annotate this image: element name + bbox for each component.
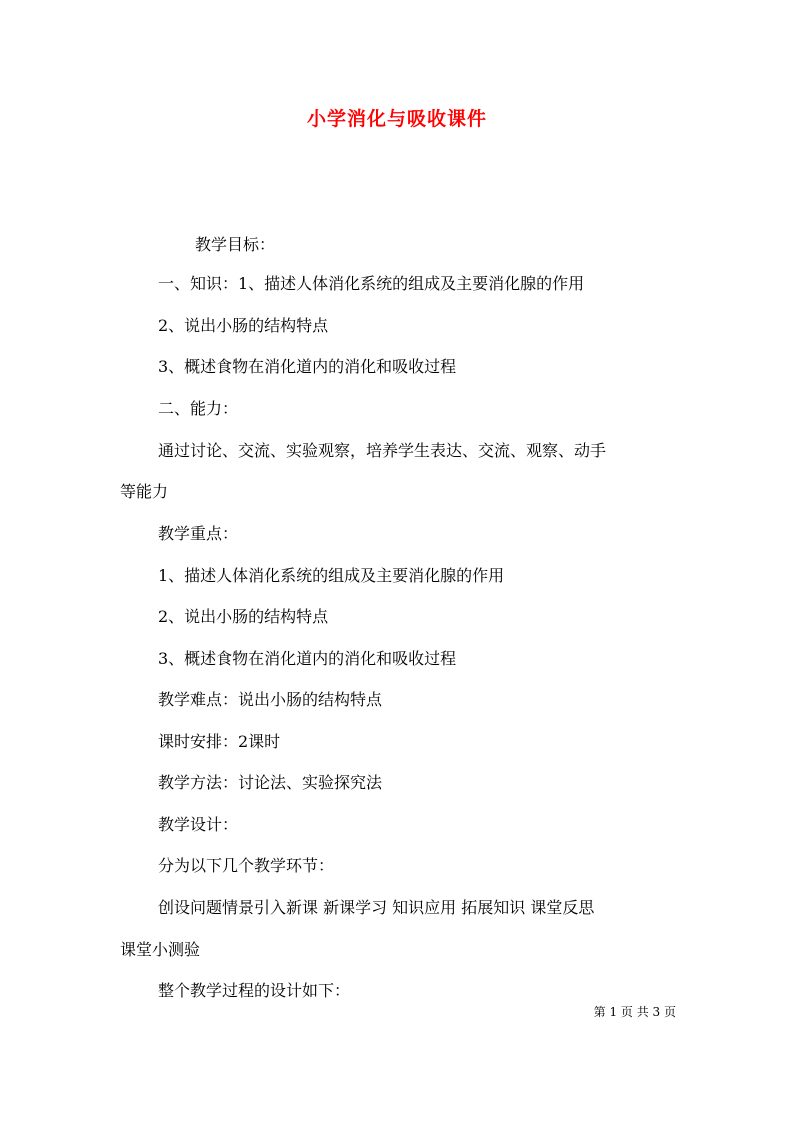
text-line: 分为以下几个教学环节： — [158, 856, 335, 875]
text-line: 通过讨论、交流、实验观察，培养学生表达、交流、观察、动手 — [158, 441, 607, 460]
document-title: 小学消化与吸收课件 — [306, 108, 487, 130]
text-line: 1、描述人体消化系统的组成及主要消化腺的作用 — [158, 566, 505, 585]
text-line: 3、概述食物在消化道内的消化和吸收过程 — [158, 357, 457, 376]
text-line: 教学设计： — [158, 815, 239, 834]
text-line: 2、说出小肠的结构特点 — [158, 607, 329, 626]
text-line: 创设问题情景引入新课 新课学习 知识应用 拓展知识 课堂反思 — [158, 898, 595, 917]
text-line: 教学难点：说出小肠的结构特点 — [158, 690, 383, 709]
page-footer: 第 1 页 共 3 页 — [593, 1005, 676, 1019]
text-line: 二、能力： — [158, 399, 239, 418]
text-line: 整个教学过程的设计如下： — [158, 981, 351, 1000]
text-line: 课时安排：2课时 — [158, 732, 281, 751]
text-line: 教学重点： — [158, 524, 239, 543]
text-line: 等能力 — [120, 482, 169, 501]
text-line: 教学方法：讨论法、实验探究法 — [158, 773, 383, 792]
text-line: 一、知识：1、描述人体消化系统的组成及主要消化腺的作用 — [158, 274, 585, 293]
text-line: 2、说出小肠的结构特点 — [158, 316, 329, 335]
text-line: 教学目标： — [195, 235, 276, 254]
text-line: 3、概述食物在消化道内的消化和吸收过程 — [158, 649, 457, 668]
text-line: 课堂小测验 — [120, 940, 201, 959]
